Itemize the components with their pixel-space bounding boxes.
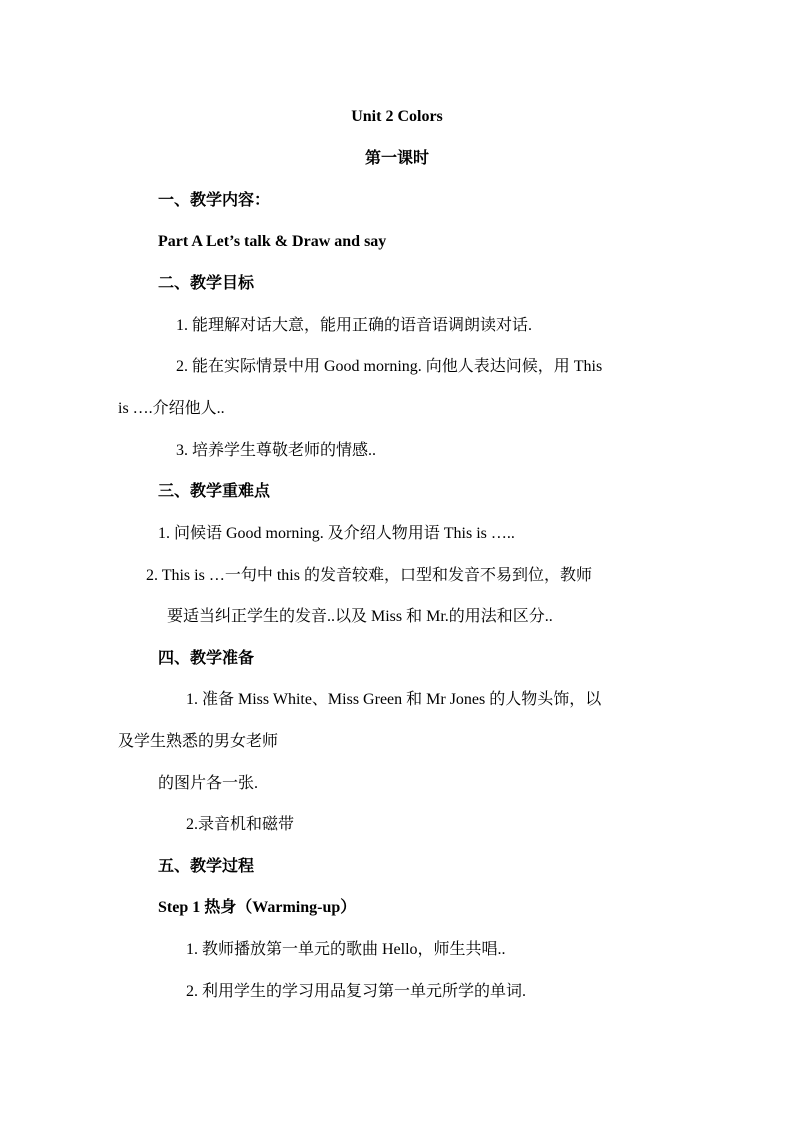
objective-item-2-line-2: is ….介绍他人.. [118, 400, 225, 417]
preparation-item-1-line-2: 及学生熟悉的男女老师 [118, 733, 279, 750]
preparation-item-1-line-3: 的图片各一张. [158, 775, 259, 792]
preparation-item-2: 2.录音机和磁带 [186, 816, 295, 833]
section-heading-objectives: 二、教学目标 [158, 275, 255, 292]
step-1-item-2: 2. 利用学生的学习用品复习第一单元所学的单词. [186, 983, 527, 1000]
section-heading-preparation: 四、教学准备 [158, 650, 255, 667]
document-title: Unit 2 Colors [351, 108, 443, 125]
step-1-heading: Step 1 热身（Warming-up） [158, 899, 357, 916]
lesson-subtitle: 第一课时 [364, 150, 429, 167]
part-title: Part A Let’s talk & Draw and say [158, 233, 387, 250]
preparation-item-1-line-1: 1. 准备 Miss White、Miss Green 和 Mr Jones 的人物头饰，以 [186, 691, 602, 708]
key-point-item-2-line-1: 2. This is …一句中 this 的发音较难，口型和发音不易到位，教师 [146, 567, 592, 584]
section-heading-key-points: 三、教学重难点 [158, 483, 271, 500]
key-point-item-1: 1. 问候语 Good morning. 及介绍人物用语 This is ….. [158, 525, 515, 542]
section-heading-content: 一、教学内容： [158, 192, 271, 209]
objective-item-2-line-1: 2. 能在实际情景中用 Good morning. 向他人表达问候，用 This [176, 358, 603, 375]
step-1-item-1: 1. 教师播放第一单元的歌曲 Hello，师生共唱.. [186, 941, 506, 958]
key-point-item-2-line-2: 要适当纠正学生的发音..以及 Miss 和 Mr.的用法和区分.. [167, 608, 553, 625]
objective-item-3: 3. 培养学生尊敬老师的情感.. [176, 442, 377, 459]
section-heading-procedure: 五、教学过程 [158, 858, 255, 875]
objective-item-1: 1. 能理解对话大意，能用正确的语音语调朗读对话. [176, 317, 533, 334]
